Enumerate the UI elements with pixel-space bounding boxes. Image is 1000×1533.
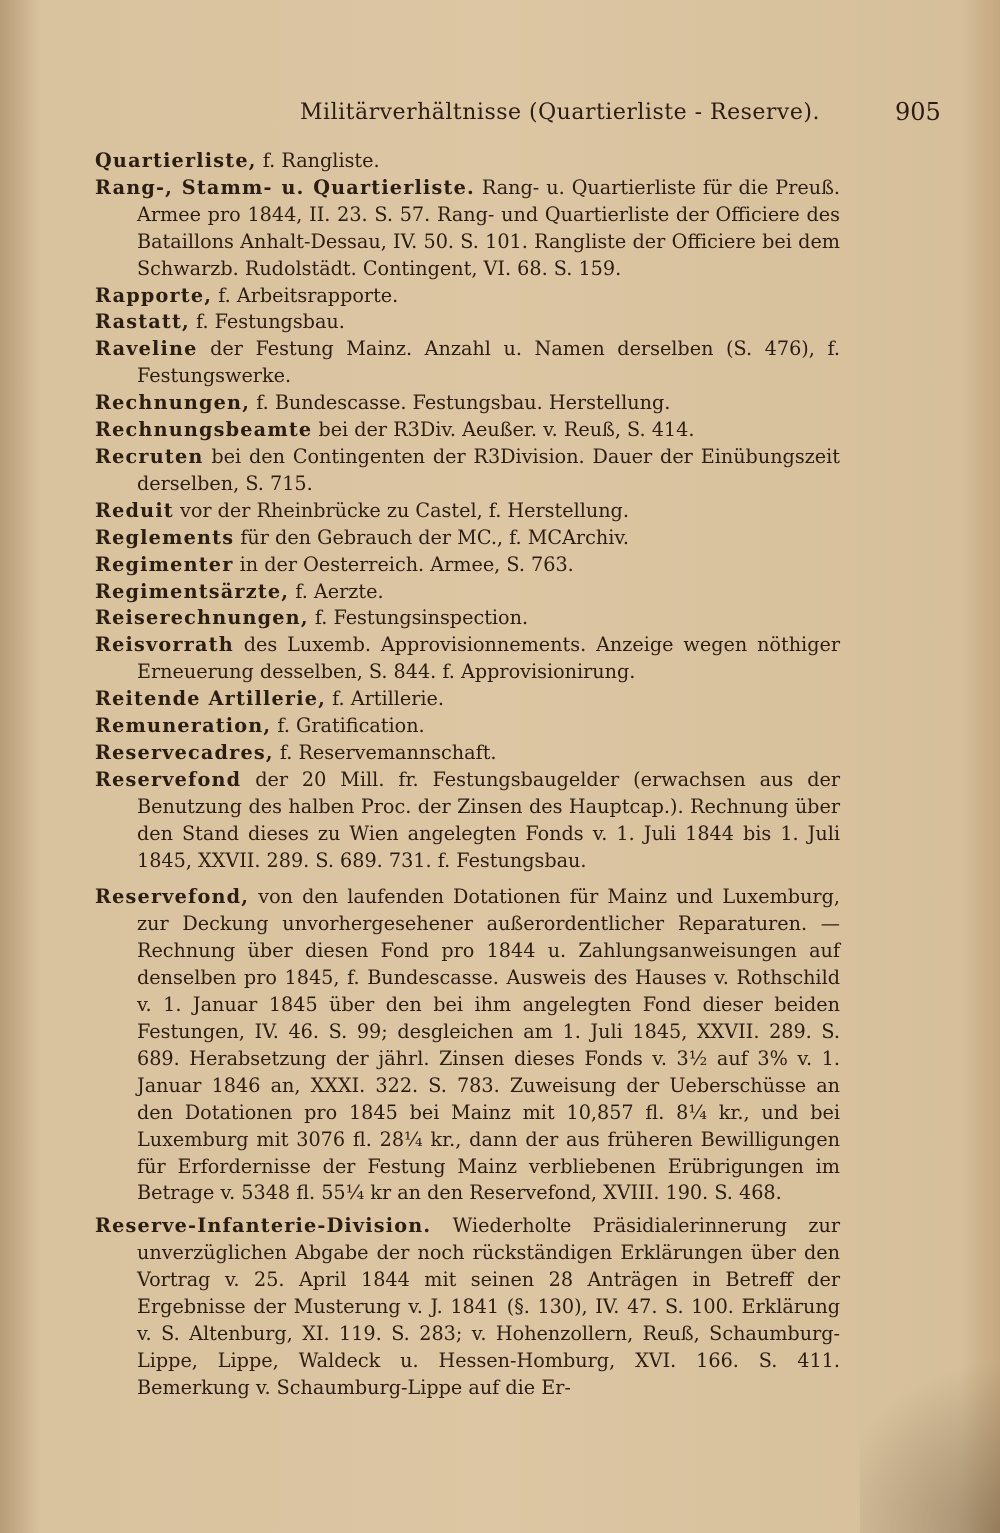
index-entry: [95, 417, 840, 444]
index-entries: [95, 148, 840, 1402]
entry-text: in der Oesterreich. Armee, S. 763.: [239, 552, 574, 576]
index-entry: [95, 579, 840, 606]
index-entry: [95, 686, 840, 713]
entry-text: f. Arbeitsrapporte.: [218, 283, 399, 307]
page-number: 905: [895, 98, 941, 126]
entry-head: Reiserechnungen,: [95, 606, 309, 630]
entry-text: bei den Contingenten der R3Division. Dauer der Einübungszeit derselben, S. 715.: [137, 444, 840, 495]
index-entry: [95, 444, 840, 498]
entry-head: Raveline: [95, 337, 198, 361]
entry-text: f. Festungsbau.: [196, 310, 345, 334]
index-entry: [95, 283, 840, 310]
entry-head: Reservecadres,: [95, 740, 274, 764]
index-entry: [95, 632, 840, 686]
entry-text: für den Gebrauch der MC., f. MCArchiv.: [240, 525, 629, 549]
entry-text: f. Rangliste.: [262, 149, 380, 172]
entry-text: f. Artillerie.: [332, 687, 444, 711]
index-entry: [95, 498, 840, 525]
entry-text: f. Gratification.: [277, 714, 425, 738]
entry-text: der 20 Mill. fr. Festungsbaugelder (erwachsen aus der Benutzung des halben Proc. der Zinsen des Hauptcap.). Rechnung über den Stand dieses zu Wien angelegten Fonds v. 1. Juli 1844 bis 1. Juli 1845, XXVII. 289. S. 689. 731. f. Festungsbau.: [137, 767, 840, 872]
index-entry: [95, 605, 840, 632]
entry-head: Rapporte,: [95, 283, 213, 307]
entry-text: von den laufenden Dotationen für Mainz und Luxemburg, zur Deckung unvorhergesehener außerordentlicher Reparaturen. — Rechnung über diesen Fond pro 1844 u. Zahlungsanweisungen auf denselben pro 1845, f. Bundescasse. Ausweis des Hauses v. Rothschild v. 1. Januar 1845 über den bei ihm angelegten Fond dieser beiden Festungen, IV. 46. S. 99; desgleichen am 1. Juli 1845, XXVII. 289. S. 689. Herabsetzung der jährl. Zinsen dieses Fonds v. 3½ auf 3% v. 1. Januar 1846 an, XXXI. 322. S. 783. Zuweisung der Ueberschüsse an den Dotationen pro 1845 bei Mainz mit 10,857 fl. 8¼ kr., und bei Luxemburg mit 3076 fl. 28¼ kr., dann der aus früheren Bewilligungen für Erfordernisse der Festung Mainz verbliebenen Erübrigungen im Betrage v. 5348 fl. 55¼ kr an den Reservefond, XVIII. 190. S. 468.: [137, 885, 840, 1205]
entry-text: bei der R3Div. Aeußer. v. Reuß, S. 414.: [318, 418, 695, 442]
entry-head: Reduit: [95, 498, 174, 522]
index-entry: [95, 148, 840, 175]
page-shadow: [860, 1333, 1000, 1533]
entry-text: f. Festungsinspection.: [314, 606, 529, 630]
index-entry: [95, 175, 840, 283]
entry-head: Recruten: [95, 444, 204, 468]
entry-head: Rastatt,: [95, 310, 190, 334]
entry-text: vor der Rheinbrücke zu Castel, f. Herstellung.: [179, 498, 629, 522]
index-entry: [95, 884, 840, 1207]
index-entry: [95, 740, 840, 767]
entry-text: Wiederholte Präsidialerinnerung zur unverzüglichen Abgabe der noch rückständigen Erklärungen über den Vortrag v. 25. April 1844 mit seinen 28 Anträgen in Betreff der Ergebnisse der Musterung v. J. 1841 (§. 130), IV. 47. S. 100. Erklärung v. S. Altenburg, XI. 119. S. 283; v. Hohenzollern, Reuß, Schaumburg-Lippe, Lippe, Waldeck u. Hessen-Homburg, XVI. 166. S. 411. Bemerkung v. Schaumburg-Lippe auf die Er-: [137, 1214, 840, 1399]
entry-text: f. Bundescasse. Festungsbau. Herstellung.: [256, 391, 671, 415]
entry-head: Rechnungen,: [95, 391, 251, 415]
entry-head: Reisvorrath: [95, 633, 234, 657]
entry-text: des Luxemb. Approvisionnements. Anzeige wegen nöthiger Erneuerung desselben, S. 844. f. Approvisionirung.: [137, 633, 840, 684]
index-entry: [95, 1213, 840, 1401]
entry-head: Regimenter: [95, 552, 234, 576]
entry-head: Reitende Artillerie,: [95, 687, 326, 711]
index-entry: [95, 336, 840, 390]
index-entry: [95, 552, 840, 579]
entry-text: f. Reservemannschaft.: [279, 740, 497, 764]
index-entry: [95, 309, 840, 336]
index-entry: [95, 713, 840, 740]
entry-head: Reservefond,: [95, 885, 250, 909]
entry-head: Reserve-Infanterie-Division.: [95, 1214, 432, 1238]
entry-head: Quartierliste,: [95, 149, 257, 172]
entry-head: Rechnungsbeamte: [95, 418, 313, 442]
entry-head: Regimentsärzte,: [95, 579, 290, 603]
entry-text: f. Aerzte.: [295, 579, 384, 603]
index-entry: [95, 767, 840, 875]
index-entry: [95, 390, 840, 417]
entry-head: Remuneration,: [95, 714, 272, 738]
entry-text: der Festung Mainz. Anzahl u. Namen derselben (S. 476), f. Festungswerke.: [137, 337, 840, 388]
entry-head: Reglements: [95, 525, 235, 549]
entry-head: Reservefond: [95, 767, 242, 791]
entry-head: Rang-, Stamm- u. Quartierliste.: [95, 175, 475, 199]
entry-text: Rang- u. Quartierliste für die Preuß. Armee pro 1844, II. 23. S. 57. Rang- und Quartierliste der Officiere des Bataillons Anhalt-Dessau, IV. 50. S. 101. Rangliste der Officiere bei dem Schwarzb. Rudolstädt. Contingent, VI. 68. S. 159.: [137, 175, 840, 280]
index-entry: [95, 525, 840, 552]
running-head: Militärverhältnisse (Quartierliste - Reserve).: [300, 100, 820, 125]
